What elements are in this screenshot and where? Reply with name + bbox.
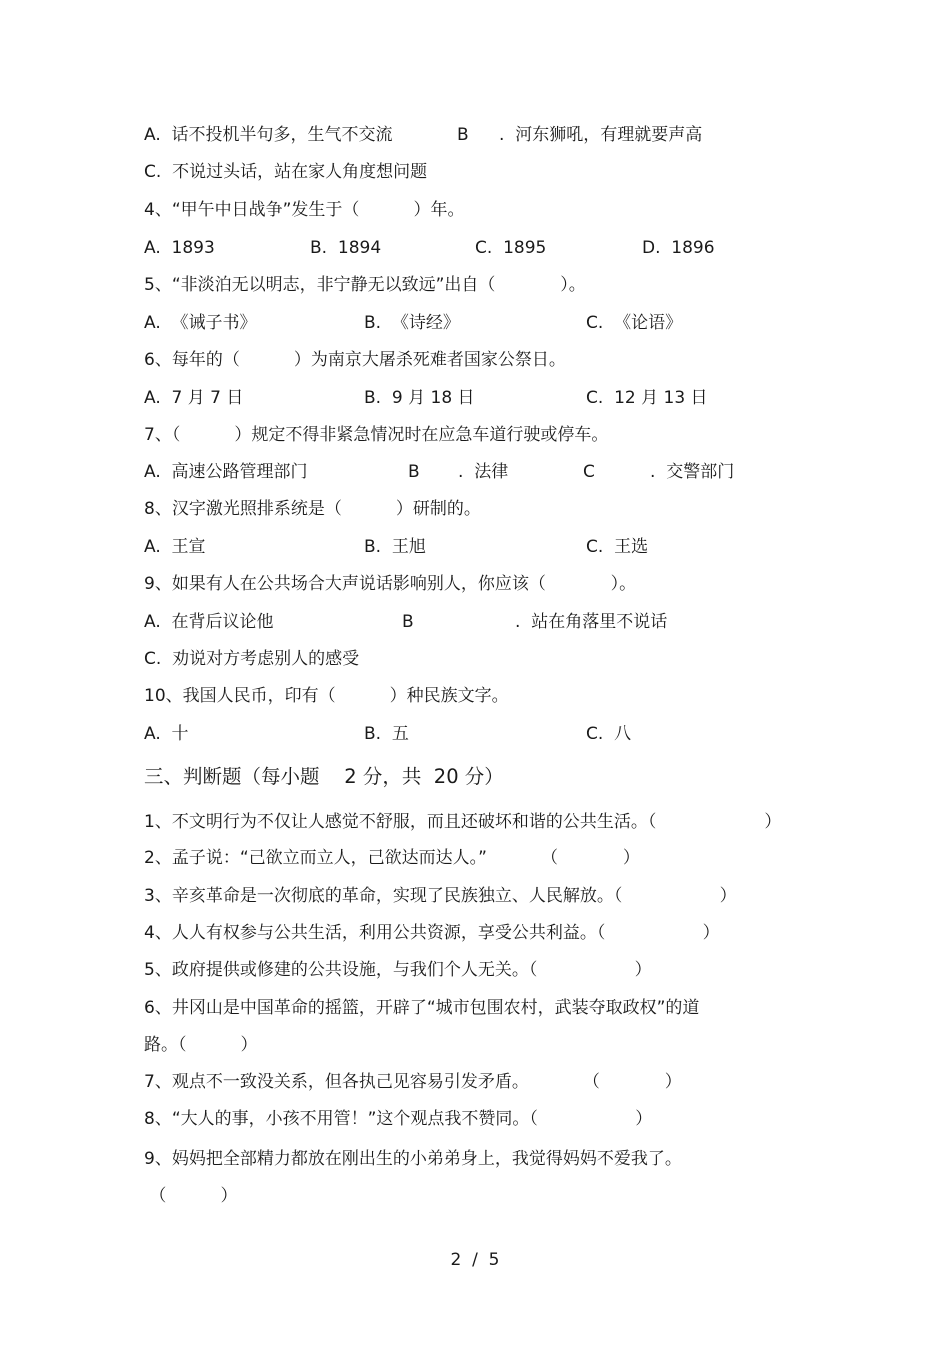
- option-b: B. 五: [364, 724, 409, 744]
- option-c: C. 1895: [475, 238, 547, 258]
- option-a: A. 《诫子书》: [144, 313, 257, 333]
- prev-option-b-letter: B: [457, 125, 469, 145]
- question-stem: 4、“甲午中日战争”发生于（ ）年。: [144, 200, 465, 220]
- judge-item: 3、辛亥革命是一次彻底的革命，实现了民族独立、人民解放。（ ）: [144, 886, 737, 906]
- judge-item-continued: （ ）: [144, 1186, 238, 1206]
- question-stem: 9、如果有人在公共场合大声说话影响别人，你应该（ ）。: [144, 574, 637, 594]
- judge-item: 1、不文明行为不仅让人感觉不舒服，而且还破坏和谐的公共生活。（ ）: [144, 812, 782, 832]
- option-b: B. 1894: [310, 238, 382, 258]
- option-a: A. 王宣: [144, 537, 206, 557]
- question-stem: 6、每年的（ ）为南京大屠杀死难者国家公祭日。: [144, 350, 566, 370]
- question-stem: 10、我国人民币，印有（ ）种民族文字。: [144, 686, 509, 706]
- judge-item-continued: 路。（ ）: [144, 1035, 258, 1055]
- option-c: . 交警部门: [650, 462, 735, 482]
- judge-item: 6、井冈山是中国革命的摇篮，开辟了“城市包围农村，武装夺取政权”的道: [144, 998, 700, 1018]
- judge-item: 4、人人有权参与公共生活，利用公共资源，享受公共利益。（ ）: [144, 923, 720, 943]
- question-stem: 8、汉字激光照排系统是（ ）研制的。: [144, 499, 481, 519]
- prev-option-c: C. 不说过头话，站在家人角度想问题: [144, 162, 428, 182]
- option-b-letter: B: [402, 612, 414, 632]
- page-number: 2 / 5: [450, 1250, 500, 1270]
- option-b: . 法律: [458, 462, 509, 482]
- option-a: A. 十: [144, 724, 189, 744]
- option-c-letter: C: [583, 462, 595, 482]
- option-c: C. 八: [586, 724, 632, 744]
- option-b: B. 9 月 18 日: [364, 388, 475, 408]
- judge-item: 8、“大人的事，小孩不用管！”这个观点我不赞同。（ ）: [144, 1109, 653, 1129]
- option-b: B. 《诗经》: [364, 313, 460, 333]
- section-title: 三、判断题（每小题 2 分，共 20 分）: [144, 765, 504, 788]
- option-c: C. 劝说对方考虑别人的感受: [144, 649, 360, 669]
- question-stem: 5、“非淡泊无以明志，非宁静无以致远”出自（ ）。: [144, 275, 586, 295]
- judge-item: 7、观点不一致没关系，但各执己见容易引发矛盾。 （ ）: [144, 1072, 682, 1092]
- option-b: . 站在角落里不说话: [515, 612, 668, 632]
- option-a: A. 1893: [144, 238, 215, 258]
- option-a: A. 7 月 7 日: [144, 388, 244, 408]
- option-c: C. 《论语》: [586, 313, 683, 333]
- option-c: C. 王选: [586, 537, 649, 557]
- option-a: A. 高速公路管理部门: [144, 462, 308, 482]
- question-stem: 7、（ ）规定不得非紧急情况时在应急车道行驶或停车。: [144, 425, 609, 445]
- option-c: C. 12 月 13 日: [586, 388, 708, 408]
- prev-option-a: A. 话不投机半句多，生气不交流: [144, 125, 393, 145]
- prev-option-b: . 河东狮吼，有理就要声高: [499, 125, 703, 145]
- option-b-letter: B: [408, 462, 420, 482]
- option-b: B. 王旭: [364, 537, 426, 557]
- option-d: D. 1896: [642, 238, 715, 258]
- judge-item: 5、政府提供或修建的公共设施，与我们个人无关。（ ）: [144, 960, 652, 980]
- judge-item: 9、妈妈把全部精力都放在刚出生的小弟弟身上，我觉得妈妈不爱我了。: [144, 1149, 682, 1169]
- judge-item: 2、孟子说：“己欲立而立人，己欲达而达人。” （ ）: [144, 848, 640, 868]
- option-a: A. 在背后议论他: [144, 612, 274, 632]
